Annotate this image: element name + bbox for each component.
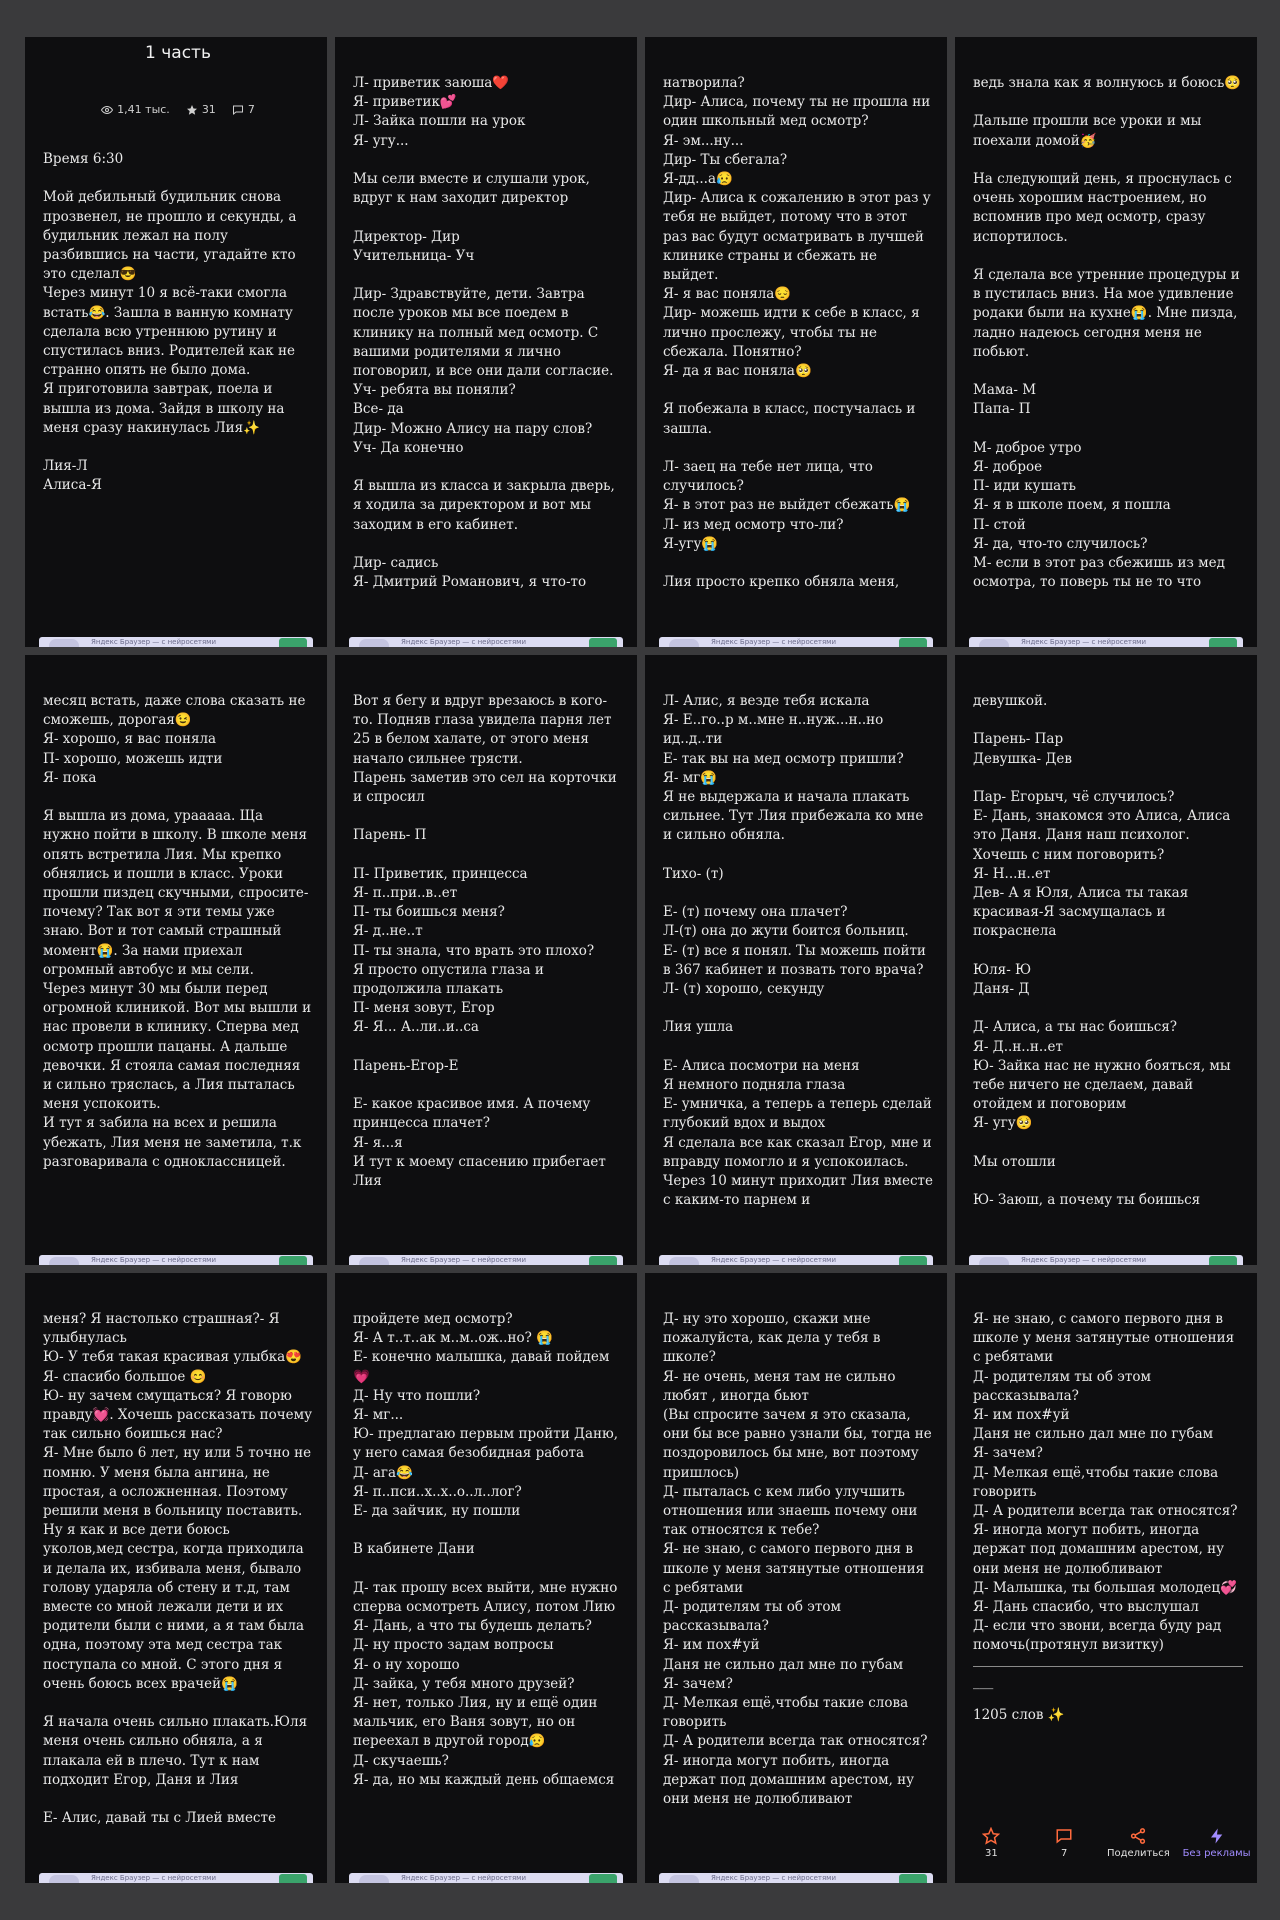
story-text: пройдете мед осмотр? Я- А т..т..ак м..м..ож..но? 😭 Е- конечно малышка, давай пойдем 💗 Д- Ну что пошли? Я- мг... Ю- предлагаю первым пройти Даню, у него самая безобидная работа Д- ага😂 Я- п..пси..х..х..о..л..лог? Е- да зайчик, ну пошли В кабинете Дани Д- так прошу всех выйти, мне нужно сперва осмотреть Алису, потом Лию Я- Дань, а что ты будешь делать? Д- ну просто задам вопросы Я- о ну хорошо Д- зайка, у тебя много друзей? Я- нет, только Лия, ну и ещё один мальчик, его Ваня зовут, но он переехал в другой город😥 Д- скучаешь? Я- да, но мы каждый день общаемся xyxy=(353,1311,619,1788)
ad-banner[interactable] xyxy=(659,637,933,647)
ad-button[interactable] xyxy=(1209,638,1237,647)
story-text: натворила? Дир- Алиса, почему ты не прошла ни один школьный мед осмотр? Я- эм...ну... Дир- Ты сбегала? Я-дд...а😥 Дир- Алиса к сожалению в этот раз у тебя не выйдет, потому что в этот раз вас будут осматривать в лучшей клинике страны и сбежать не выйдет. Я- я вас поняла😔 Дир- можешь идти к себе в класс, я лично прослежу, чтобы ты не сбежала. Понятно? Я- да я вас поняла🥺 Я побежала в класс, постучалась и зашла. Л- заец на тебе нет лица, что случилось? Я- в этот раз не выйдет сбежать😭 Л- из мед осмотр что-ли? Я-угу😭 Лия просто крепко обняла меня, xyxy=(663,75,931,591)
ad-button[interactable] xyxy=(589,1874,617,1883)
chapter-stats xyxy=(43,103,313,116)
story-panel-5 xyxy=(25,655,327,1265)
ad-logo-icon xyxy=(359,1875,389,1883)
story-text: ведь знала как я волнуюсь и боюсь🥺 Дальше прошли все уроки и мы поехали домой🥳 На следующий день, я проснулась с очень хорошим настроением, но вспомнив про мед осмотр, сразу испортилось. Я сделала все утренние процедуры и в пустилась вниз. На мое удивление родаки были на кухне😭. Мне пизда, ладно надеюсь сегодня меня не побьют. Мама- М Папа- П М- доброе утро Я- доброе П- иди кушать Я- я в школе поем, я пошла П- стой Я- да, что-то случилось? М- если в этот раз сбежишь из мед осмотра, то поверь ты не то что xyxy=(973,75,1242,591)
ad-banner[interactable] xyxy=(349,1873,623,1883)
ad-banner[interactable] xyxy=(969,1255,1243,1265)
ad-text: Яндекс Браузер — с нейросетями xyxy=(1021,1256,1146,1264)
share-icon xyxy=(1129,1827,1147,1845)
story-panel-8 xyxy=(955,655,1257,1265)
story-text: Л- Алис, я везде тебя искала Я- Е..го..р м..мне н..нуж...н..но ид..д..ти Е- так вы на мед осмотр пришли? Я- мг😭 Я не выдержала и начала плакать сильнее. Тут Лия прибежала ко мне и сильно обняла. Тихо- (т) Е- (т) почему она плачет? Л-(т) она до жути боится больниц. Е- (т) все я понял. Ты можешь пойти в 367 кабинет и позвать того врача? Л- (т) хорошо, секунду Лия ушла Е- Алиса посмотри на меня Я немного подняла глаза Е- умничка, а теперь а теперь сделай глубокий вдох и выдох Я сделала все как сказал Егор, мне и вправду помогло и я успокоилась. Через 10 минут приходит Лия вместе с каким-то парнем и xyxy=(663,693,934,1209)
story-text: меня? Я настолько страшная?- Я улыбнулась Ю- У тебя такая красивая улыбка😍 Я- спасибо большое 😊 Ю- ну зачем смущаться? Я говорю правду💓. Хочешь рассказать почему так сильно боишься нас? Я- Мне было 6 лет, ну или 5 точно не помню. У меня была ангина, не простая, а осложненная. Поэтому решили меня в больницу поставить. Ну я как и все дети боюсь уколов,мед сестра, когда приходила и делала их, избивала меня, бывало голову ударяла об стену и т.д, там вместе со мной лежали дети и их родители были с ними, а я там была одна, поэтому эта мед сестра так поступала со мной. С этого дня я очень боюсь всех врачей😭 Я начала очень сильно плакать.Юля меня очень сильно обняла, а я плакала ей в плечо. Тут к нам подходит Егор, Даня и Лия Е- Алис, давай ты с Лией вместе xyxy=(43,1311,313,1827)
story-panel-9 xyxy=(25,1273,327,1883)
ad-button[interactable] xyxy=(899,638,927,647)
share-button[interactable] xyxy=(1107,1827,1170,1859)
ad-banner[interactable] xyxy=(39,637,313,647)
action-bar xyxy=(955,1827,1257,1859)
end-marker: ___ xyxy=(973,1673,994,1690)
star-count: 31 xyxy=(985,1848,998,1859)
comments-stat xyxy=(232,103,255,116)
no-ads-label: Без рекламы xyxy=(1182,1848,1251,1859)
ad-logo-icon xyxy=(669,1875,699,1883)
ad-text: Яндекс Браузер — с нейросетями xyxy=(711,1256,836,1264)
story-panel-1 xyxy=(25,37,327,647)
story-panel-7 xyxy=(645,655,947,1265)
ad-text: Яндекс Браузер — с нейросетями xyxy=(91,638,216,646)
ad-text: Яндекс Браузер — с нейросетями xyxy=(91,1874,216,1882)
ad-banner[interactable] xyxy=(39,1873,313,1883)
ad-logo-icon xyxy=(979,639,1009,647)
ad-text: Яндекс Браузер — с нейросетями xyxy=(91,1256,216,1264)
ad-logo-icon xyxy=(669,639,699,647)
ad-button[interactable] xyxy=(279,638,307,647)
word-count: 1205 слов ✨ xyxy=(973,1706,1065,1723)
ad-text: Яндекс Браузер — с нейросетями xyxy=(401,1874,526,1882)
ad-button[interactable] xyxy=(1209,1256,1237,1265)
ad-button[interactable] xyxy=(279,1874,307,1883)
ad-banner[interactable] xyxy=(349,637,623,647)
ad-button[interactable] xyxy=(589,1256,617,1265)
views-stat xyxy=(101,103,170,116)
share-label: Поделиться xyxy=(1106,1848,1170,1859)
ad-banner[interactable] xyxy=(659,1255,933,1265)
ad-button[interactable] xyxy=(279,1256,307,1265)
comments-count: 7 xyxy=(247,103,255,116)
ad-banner[interactable] xyxy=(39,1255,313,1265)
ad-text: Яндекс Браузер — с нейросетями xyxy=(711,1874,836,1882)
comment-icon xyxy=(232,104,244,116)
ad-banner[interactable] xyxy=(659,1873,933,1883)
story-text: девушкой. Парень- Пар Девушка- Дев Пар- Егорыч, чё случилось? Е- Дань, знакомся это Алиса, Алиса это Даня. Даня наш психолог. Хочешь с ним поговорить? Я- Н...н..ет Дев- А я Юля, Алиса ты такая красивая-Я засмущалась и покраснела Юля- Ю Даня- Д Д- Алиса, а ты нас боишься? Я- Д..н..н..ет Ю- Зайка нас не нужно бояться, мы тебе ничего не сделаем, давай отойдем и поговорим Я- угу🥺 Мы отошли Ю- Заюш, а почему ты боишься xyxy=(973,693,1231,1209)
story-panel-3 xyxy=(645,37,947,647)
story-panel-12 xyxy=(955,1273,1257,1883)
ad-logo-icon xyxy=(979,1257,1009,1265)
story-panel-11 xyxy=(645,1273,947,1883)
story-text: Время 6:30 Мой дебильный будильник снова прозвенел, не прошло и секунды, а будильник лежал на полу разбившись на части, угадайте кто это сделал😎 Через минут 10 я всё-таки смогла встать😂. Зашла в ванную комнату сделала всю утреннюю рутину и спустилась вниз. Родителей как не странно опять не было дома. Я приготовила завтрак, поела и вышла из дома. Зайдя в школу на меня сразу накинулась Лия✨ Лия-Л Алиса-Я xyxy=(43,151,297,494)
ad-logo-icon xyxy=(359,1257,389,1265)
ad-text: Яндекс Браузер — с нейросетями xyxy=(711,638,836,646)
views-count: 1,41 тыс. xyxy=(117,103,170,116)
story-panel-4 xyxy=(955,37,1257,647)
story-text: месяц встать, даже слова сказать не сможешь, дорогая😉 Я- хорошо, я вас поняла П- хорошо, можешь идти Я- пока Я вышла из дома, урааааа. Ща нужно пойти в школу. В школе меня опять встретила Лия. Мы крепко обнялись и пошли в класс. Уроки прошли пиздец скучными, спросите-почему? Так вот я эти темы уже знаю. Вот и тот самый страшный момент😭. За нами приехал огромный автобус и мы сели. Через минут 30 мы были перед огромной клиникой. Вот мы вышли и нас провели в клинику. Сперва мед осмотр прошли пацаны. А дальше девочки. Я стояла самая последняя и сильно тряслась, а Лия пыталась меня успокоить. И тут я забила на всех и решила убежать, Лия меня не заметила, т.к разговаривала с одноклассницей. xyxy=(43,693,312,1170)
story-panel-10 xyxy=(335,1273,637,1883)
ad-logo-icon xyxy=(669,1257,699,1265)
ad-text: Яндекс Браузер — с нейросетями xyxy=(1021,638,1146,646)
story-grid xyxy=(25,37,1255,1883)
no-ads-button[interactable] xyxy=(1183,1827,1251,1859)
ad-button[interactable] xyxy=(899,1874,927,1883)
ad-logo-icon xyxy=(49,639,79,647)
story-panel-6 xyxy=(335,655,637,1265)
story-text: Д- ну это хорошо, скажи мне пожалуйста, как дела у тебя в школе? Я- не очень, меня там не сильно любят , иногда бьют (Вы спросите зачем я это сказала, они бы все равно узнали бы, тогда не поздоровилось бы мне, вот поэтому пришлось) Д- пыталась с кем либо улучшить отношения или знаешь почему они так относятся к тебе? Я- не знаю, с самого первого дня в школе у меня затянутые отношения с ребятами Д- родителям ты об этом рассказывала? Я- им пох#уй Даня не сильно дал мне по губам Я- зачем? Д- Мелкая ещё,чтобы такие слова говорить Д- А родители всегда так относятся? Я- иногда могут побить, иногда держат под домашним арестом, ну они меня не долюбливают xyxy=(663,1311,932,1808)
ad-logo-icon xyxy=(49,1875,79,1883)
star-button[interactable] xyxy=(961,1827,1021,1859)
story-text: Я- не знаю, с самого первого дня в школе у меня затянутые отношения с ребятами Д- родителям ты об этом рассказывала? Я- им пох#уй Даня не сильно дал мне по губам Я- зачем? Д- Мелкая ещё,чтобы такие слова говорить Д- А родители всегда так относятся? Я- иногда могут побить, иногда держат под домашним арестом, ну они меня не долюбливают Д- Малышка, ты большая молодец💞 Я- Дань спасибо, что выслушал Д- если что звони, всегда буду рад помочь(протянул визитку) xyxy=(973,1311,1238,1654)
ad-banner[interactable] xyxy=(349,1255,623,1265)
ad-banner[interactable] xyxy=(969,637,1243,647)
star-icon xyxy=(186,104,198,116)
comment-button[interactable] xyxy=(1034,1827,1094,1859)
story-text: Л- приветик заюша❤️ Я- приветик💕 Л- Зайка пошли на урок Я- угу... Мы сели вместе и слушали урок, вдруг к нам заходит директор Директор- Дир Учительница- Уч Дир- Здравствуйте, дети. Завтра после уроков мы все поедем в клинику на полный мед осмотр. С вашими родителями я лично поговорил, и все они дали согласие. Уч- ребята вы поняли? Все- да Дир- Можно Алису на пару слов? Уч- Да конечно Я вышла из класса и закрыла дверь, я ходила за директором и вот мы заходим в его кабинет. Дир- садись Я- Дмитрий Романович, я что-то xyxy=(353,75,615,591)
ad-text: Яндекс Браузер — с нейросетями xyxy=(401,1256,526,1264)
eye-icon xyxy=(101,104,113,116)
comment-icon xyxy=(1055,1827,1073,1845)
ad-logo-icon xyxy=(49,1257,79,1265)
ad-button[interactable] xyxy=(589,638,617,647)
chapter-title: 1 часть xyxy=(145,43,211,63)
section-divider xyxy=(973,1666,1243,1667)
ad-button[interactable] xyxy=(899,1256,927,1265)
lightning-icon xyxy=(1208,1827,1226,1845)
comment-count: 7 xyxy=(1060,1848,1068,1859)
ad-logo-icon xyxy=(359,639,389,647)
star-outline-icon xyxy=(982,1827,1000,1845)
stars-count: 31 xyxy=(201,103,216,116)
stars-stat xyxy=(186,103,216,116)
ad-text: Яндекс Браузер — с нейросетями xyxy=(401,638,526,646)
story-text: Вот я бегу и вдруг врезаюсь в кого-то. Подняв глаза увидела парня лет 25 в белом халате, от этого меня начало сильнее трясти. Парень заметив это сел на корточки и спросил Парень- П П- Приветик, принцесса Я- п..при..в..ет П- ты боишься меня? Я- д..не..т П- ты знала, что врать это плохо? Я просто опустила глаза и продолжила плакать П- меня зовут, Егор Я- Я... А..ли..и..са Парень-Егор-Е Е- какое красивое имя. А почему принцесса плачет? Я- я...я И тут к моему спасению прибегает Лия xyxy=(353,693,617,1190)
story-panel-2 xyxy=(335,37,637,647)
